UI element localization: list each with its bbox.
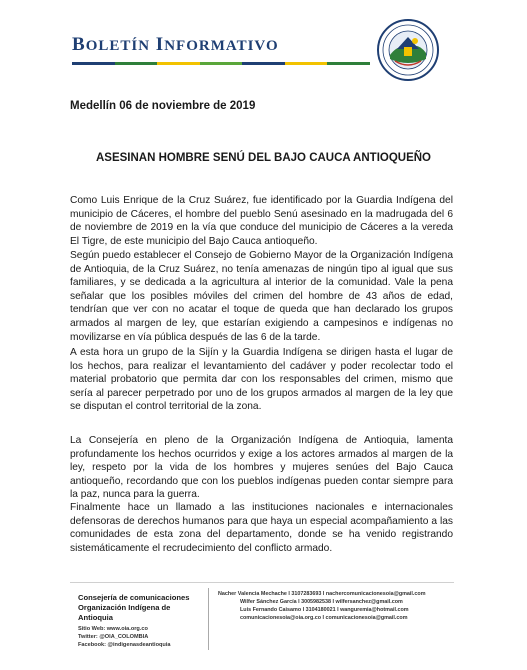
footer-divider xyxy=(70,582,454,583)
footer-contact-1: Nacher Valencia Mechache I 3107283693 I nachercomunicacionesoia@gmail.com xyxy=(218,591,426,597)
footer-website[interactable]: Sitio Web: www.oia.org.co xyxy=(78,626,148,632)
title-rest-2: NFORMATIVO xyxy=(164,38,279,54)
paragraph-3: A esta hora un grupo de la Sijín y la Guardia Indígena se dirigen hasta el lugar de los hechos, para realizar el levantamiento del cadáver y poder recolectar todo el material probatorio que permita dar con los responsables del crimen, mismo que sería al parecer perpetrado por uno de los grupos armados al margen de la ley que se disputan el control territorial de la zona. xyxy=(70,347,453,413)
footer-org-line-2: Organización Indígena de Antioquia xyxy=(78,603,171,622)
organization-seal-logo xyxy=(377,19,439,81)
footer-organization xyxy=(78,593,198,649)
paragraph-2: Según puedo establecer el Consejo de Gobierno Mayor de la Organización Indígena de Antioquia, de la Cruz Suárez, no tenía amenazas de ningún tipo al igual que sus familiares, y se dedicada a la agricultura al interior de la comunidad. Vale la pena señalar que los posibles móviles del crimen del hombre de 43 años de edad, tendrían que ver con no acatar el toque de queda que han declarado los grupos armados al margen de ley, que estarían exigiendo a campesinos e indígenas no movilizarse en vía pública después de las 6 de la tarde. xyxy=(70,250,453,343)
title-cap-2: I xyxy=(155,34,165,55)
paragraph-4: La Consejería en pleno de la Organización Indígena de Antioquia, lamenta profundamente los hechos ocurridos y exige a los actores armados al margen de la ley, respeto por la vida de los hombres y mujeres senúes del Bajo Cauca antioqueño, recordando que con los pueblos indígenas pueden contar siempre para la paz, nunca para la guerra. xyxy=(70,435,453,501)
footer-vertical-separator xyxy=(208,588,209,650)
title-rest-1: OLETÍN xyxy=(85,38,151,54)
headline: ASESINAN HOMBRE SENÚ DEL BAJO CAUCA ANTIOQUEÑO xyxy=(95,152,432,164)
paragraph-5: Finalmente hace un llamado a las instituciones nacionales e internacionales defensoras de derechos humanos para que haya un especial acompañamiento a las comunidades de esta zona del departamento, donde se ha venido registrando sistemáticamente el recrudecimiento del conflicto armado. xyxy=(70,502,453,554)
color-bar-segment xyxy=(242,62,285,65)
color-bar-segment xyxy=(285,62,328,65)
color-bar-segment xyxy=(72,62,115,65)
paragraph-1: Como Luis Enrique de la Cruz Suárez, fue identificado por la Guardia Indígena del municipio de Cáceres, el hombre del pueblo Senú asesinado en la madrugada del 6 de noviembre de 2019 en la vía que conduce del municipio de Cáceres a la vereda El Tigre, de este municipio del Bajo Cauca antioqueño. xyxy=(70,195,453,247)
color-bar-segment xyxy=(327,62,370,65)
footer-facebook[interactable]: Facebook: @indigenasdeantioquia xyxy=(78,642,171,648)
color-bar-segment xyxy=(115,62,158,65)
bulletin-title xyxy=(72,34,279,56)
footer-contact-2: Wilfer Sánchez García I 3005982538 I wilfersanchez@gmail.com xyxy=(240,599,403,605)
footer-contacts xyxy=(218,590,458,622)
color-bar-segment xyxy=(200,62,243,65)
footer-org-line-1: Consejería de comunicaciones xyxy=(78,593,190,602)
header-color-bar xyxy=(72,62,370,65)
footer-twitter[interactable]: Twitter: @OIA_COLOMBIA xyxy=(78,634,149,640)
title-cap-1: B xyxy=(72,34,86,55)
footer-contact-3: Luis Fernando Caisamo I 3104180021 I wanguremia@hotmail.com xyxy=(240,607,409,613)
footer-contact-4: comunicacionesoia@oia.org.co I comunicacionesoia@gmail.com xyxy=(240,615,408,621)
dateline: Medellín 06 de noviembre de 2019 xyxy=(70,100,256,112)
color-bar-segment xyxy=(157,62,200,65)
